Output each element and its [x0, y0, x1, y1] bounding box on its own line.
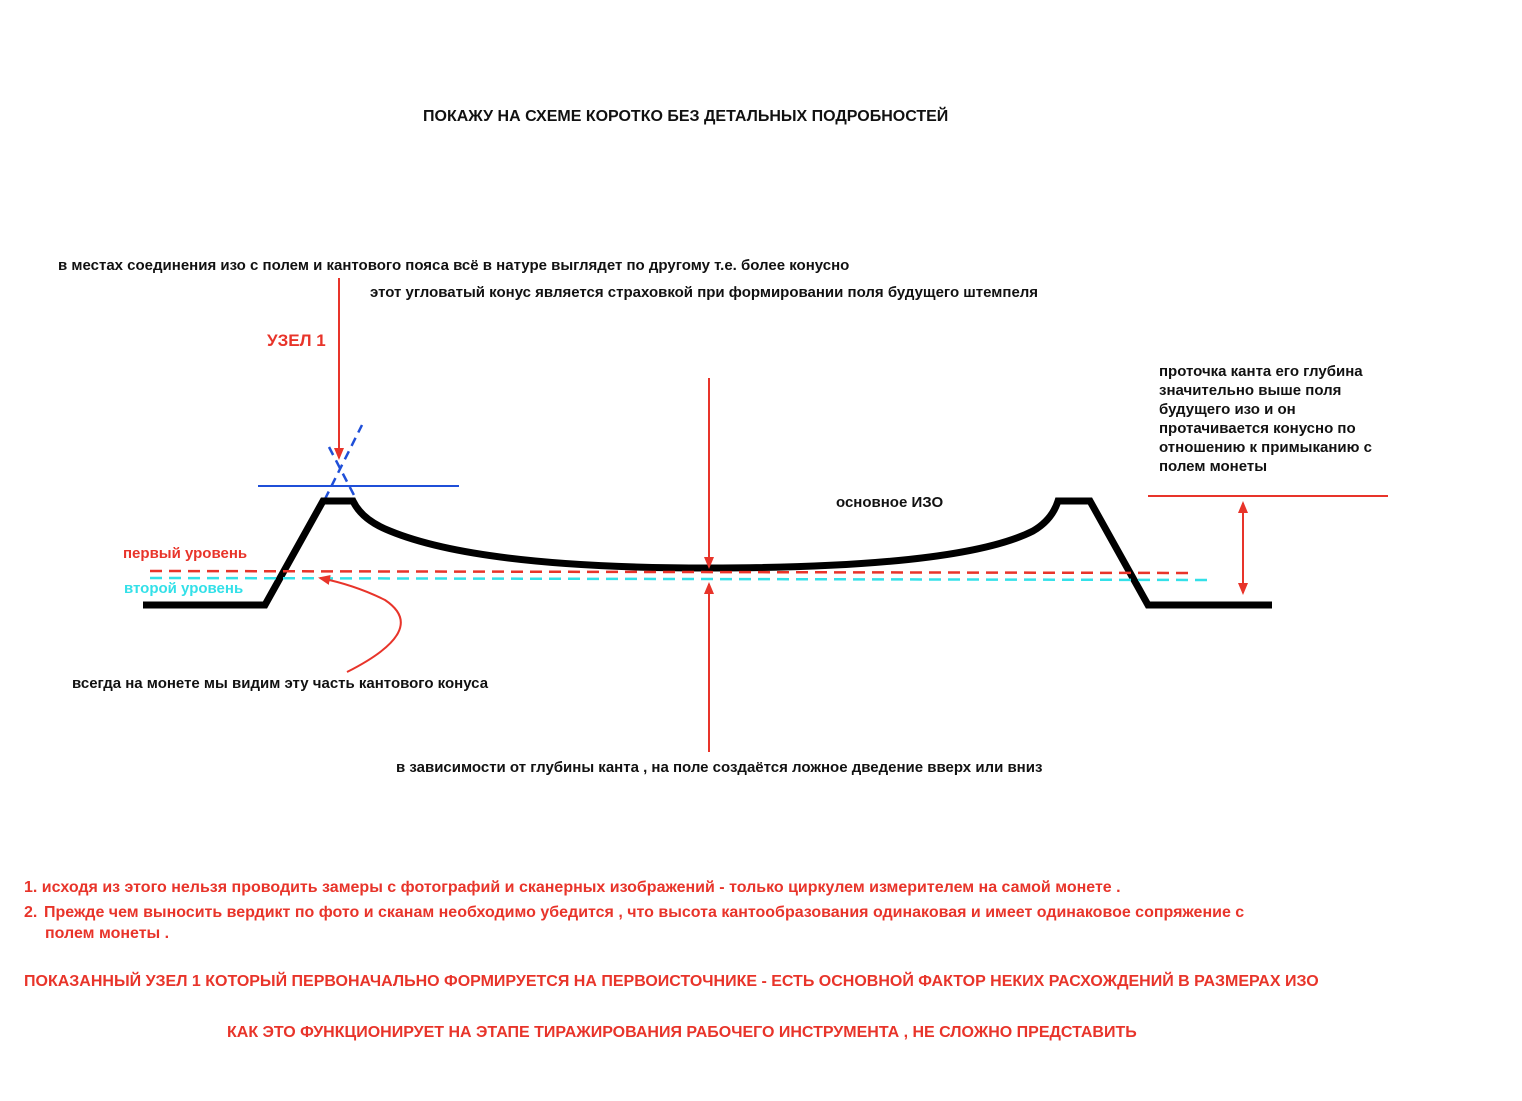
footer-item-2-line1: Прежде чем выносить вердикт по фото и сканам необходимо убедится , что высота кантообразования одинаковая и имеет одинаковое сопряжение с: [44, 904, 1245, 921]
main-relief-label: основное ИЗО: [836, 494, 944, 511]
first-level-label: первый уровень: [123, 545, 248, 562]
footer-closing: КАК ЭТО ФУНКЦИОНИРУЕТ НА ЭТАПЕ ТИРАЖИРОВАНИЯ РАБОЧЕГО ИНСТРУМЕНТА , НЕ СЛОЖНО ПРЕДСТАВИТЬ: [227, 1024, 1137, 1041]
second-level-dashed-line: [150, 578, 1212, 580]
footer-conclusion: ПОКАЗАННЫЙ УЗЕЛ 1 КОТОРЫЙ ПЕРВОНАЧАЛЬНО ФОРМИРУЕТСЯ НА ПЕРВОИСТОЧНИКЕ - ЕСТЬ ОСНОВНОЙ ФАКТОР НЕКИХ РАСХОЖДЕНИЙ В РАЗМЕРАХ ИЗО: [24, 973, 1319, 990]
cone-note: этот угловатый конус является страховкой при формировании поля будущего штемпеля: [370, 284, 1039, 301]
diagram-title: ПОКАЖУ НА СХЕМЕ КОРОТКО БЕЗ ДЕТАЛЬНЫХ ПОДРОБНОСТЕЙ: [423, 108, 949, 125]
footer-item-1: 1. исходя из этого нельзя проводить замеры с фотографий и сканерных изображений - только циркулем измерителем на самой монете .: [24, 879, 1121, 896]
node-label: УЗЕЛ 1: [267, 331, 326, 350]
joints-note: в местах соединения изо с полем и кантового пояса всё в натуре выглядет по другому т.е. более конусно: [58, 257, 850, 274]
footer-item-2-number: 2.: [24, 904, 38, 921]
footer-item-2-line2: полем монеты .: [45, 925, 170, 942]
depth-note: в зависимости от глубины канта , на поле создаётся ложное дведение вверх или вниз: [396, 759, 1043, 776]
second-level-label: второй уровень: [124, 580, 244, 597]
visible-cone-curved-arrow: [320, 578, 401, 672]
rim-turning-note: проточка канта его глубина значительно выше поля будущего изо и он протачивается конусно по отношению к примыканию с полем монеты: [1159, 363, 1372, 475]
coin-profile-line: [143, 501, 1272, 605]
visible-cone-note: всегда на монете мы видим эту часть кантового конуса: [72, 675, 489, 692]
cone-extension-dashed-right: [329, 447, 356, 499]
footer-item-2: [24, 902, 1504, 944]
first-level-dashed-line: [150, 571, 1192, 573]
